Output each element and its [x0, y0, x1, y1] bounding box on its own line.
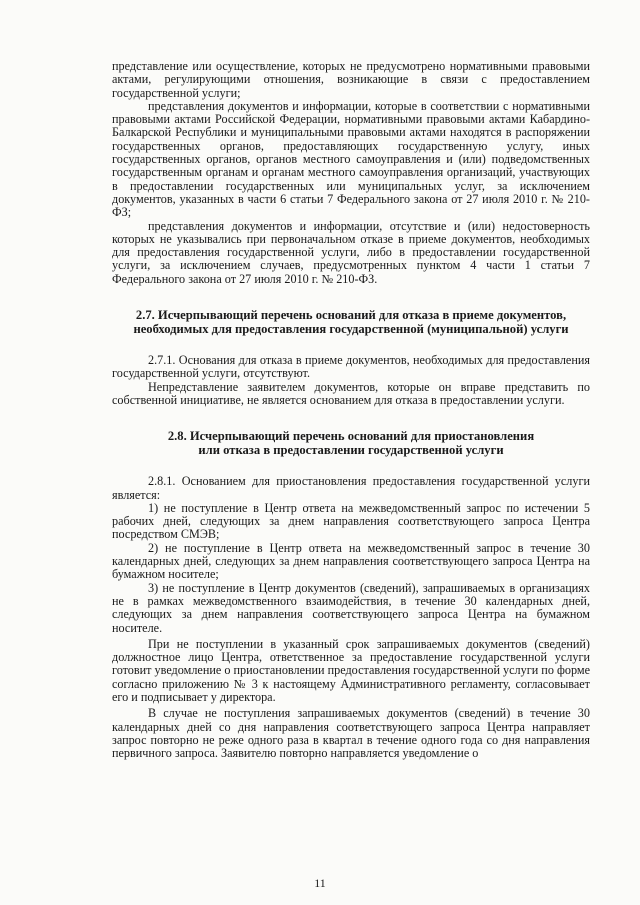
section-heading-2-7: 2.7. Исчерпывающий перечень оснований для отказа в приеме документов, необходимых для предоставления государственной (муниципальной) услуги	[133, 308, 569, 337]
paragraph: Непредставление заявителем документов, которые он вправе представить по собственной инициативе, не является основанием для отказа в предоставлении услуги.	[112, 379, 590, 407]
paragraph: 2.7.1. Основания для отказа в приеме документов, необходимых для предоставления государственной услуги, отсутствуют.	[112, 353, 590, 381]
paragraph: При не поступлении в указанный срок запрашиваемых документов (сведений) должностное лицо Центра, ответственное за предоставление государственной услуги готовит уведомление о приостановлении предоставления государственной услуги по форме согласно приложению № 3 к настоящему Административного регламенту, согласовывает его и подписывает у директора.	[112, 636, 590, 704]
paragraph: представления документов и информации, отсутствие и (или) недостоверность которых не указывались при первоначальном отказе в приеме документов, необходимых для предоставления государственной услуги, либо в предоставлении государственной услуги, за исключением случаев, предусмотренных пунктом 4 части 1 статьи 7 Федерального закона от 27 июля 2010 г. № 210-ФЗ.	[112, 218, 590, 286]
list-item: 1) не поступление в Центр ответа на межведомственный запрос по истечении 5 рабочих дней, следующих за днем направления соответствующего запроса Центра посредством СМЭВ;	[112, 500, 590, 542]
document-body	[112, 60, 590, 760]
section-heading-2-8-line1: 2.8. Исчерпывающий перечень оснований для приостановления	[167, 429, 535, 444]
paragraph: В случае не поступления запрашиваемых документов (сведений) в течение 30 календарных дней со дня направления соответствующего запроса Центра направляет запрос повторно не реже одного раза в квартал в течение одного года со дня направления первичного запроса. Заявителю повторно направляется уведомление о	[112, 706, 590, 761]
list-item: 3) не поступление в Центр документов (сведений), запрашиваемых в организациях не в рамках межведомственного взаимодействия, в течение 30 календарных дней, следующих за днем направления соответствующего запроса Центра на бумажном носителе.	[112, 580, 590, 635]
page-number: 11	[314, 876, 326, 890]
paragraph: представления документов и информации, которые в соответствии с нормативными правовыми актами Российской Федерации, нормативными правовыми актами Кабардино-Балкарской Республики и муниципальными правовыми актами находятся в распоряжении государственных органов, предоставляющих государственную услугу, иных государственных органов, органов местного самоуправления и (или) подведомственных государственным органам и органам местного самоуправления организаций, участвующих в предоставлении государственных или муниципальных услуг, за исключением документов, указанных в части 6 статьи 7 Федерального закона от 27 июля 2010 г. № 210-ФЗ;	[112, 98, 590, 220]
list-item: 2) не поступление в Центр ответа на межведомственный запрос в течение 30 календарных дней, следующих за днем направления соответствующего запроса Центра на бумажном носителе;	[112, 540, 590, 582]
paragraph: 2.8.1. Основанием для приостановления предоставления государственной услуги является:	[112, 474, 590, 502]
section-heading-2-8-line2: или отказа в предоставлении государственной услуги	[198, 443, 504, 458]
paragraph: представление или осуществление, которых не предусмотрено нормативными правовыми актами, регулирующими отношения, возникающие в связи с предоставлением государственной услуги;	[112, 59, 590, 100]
